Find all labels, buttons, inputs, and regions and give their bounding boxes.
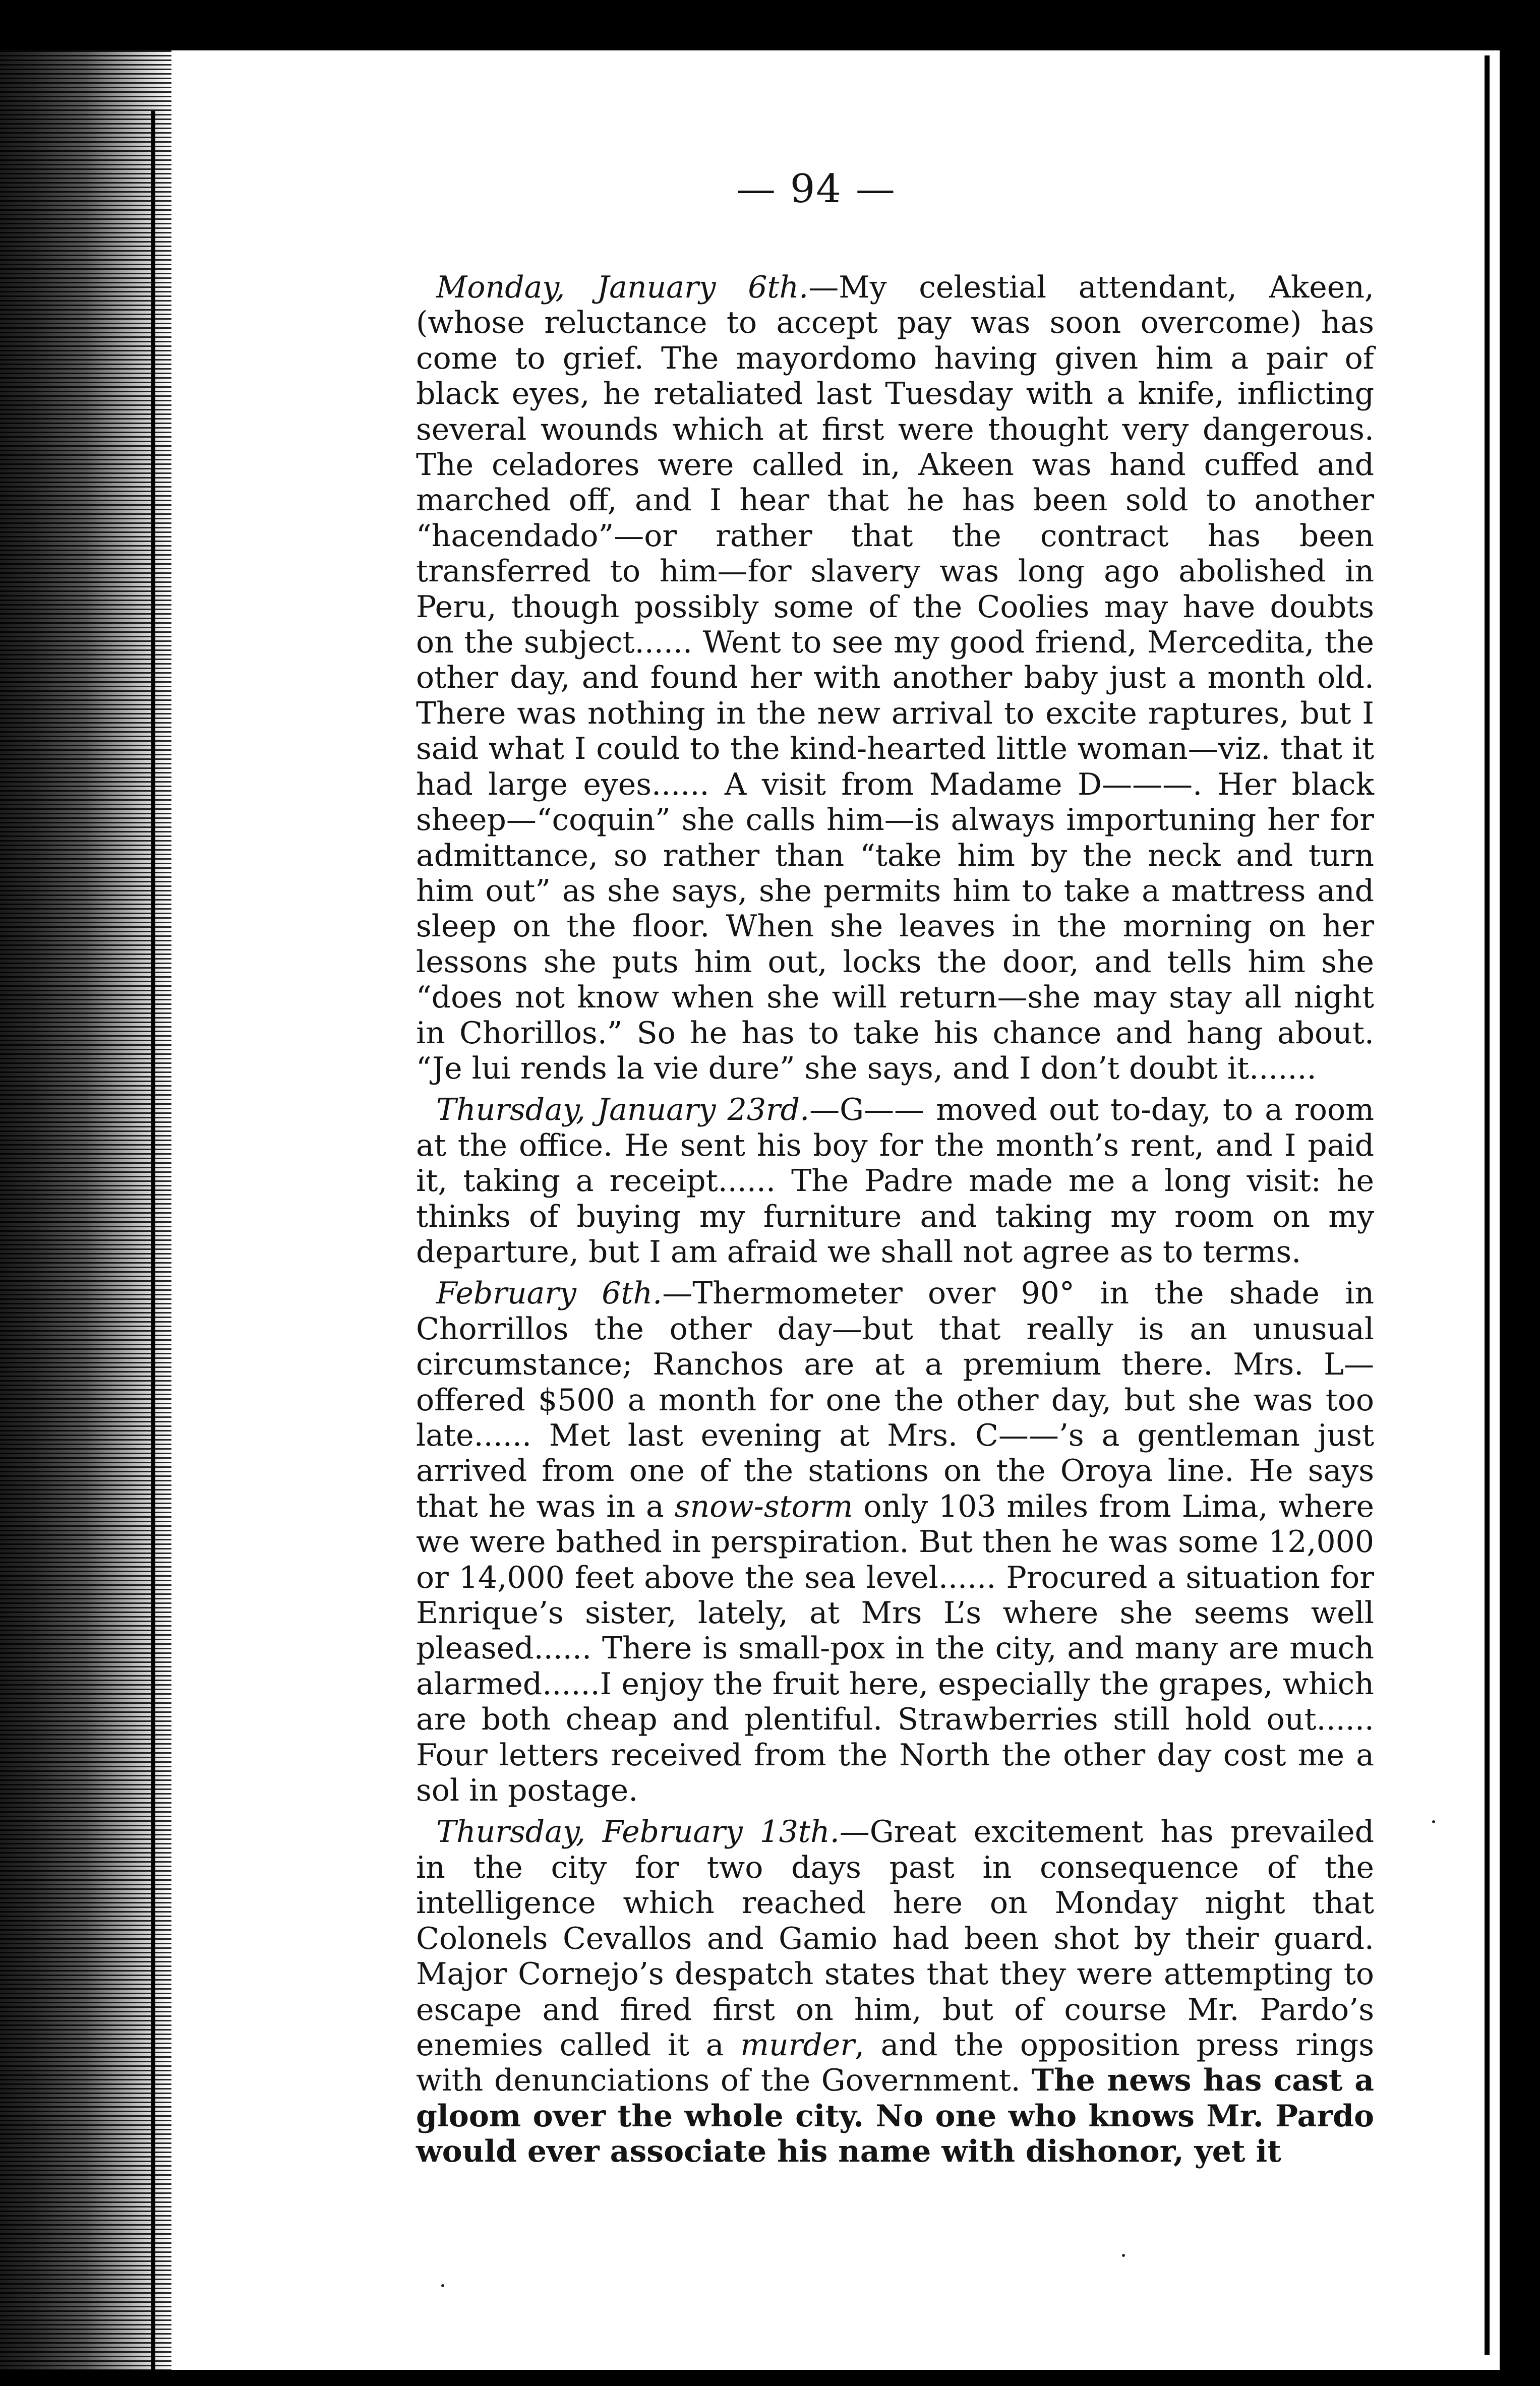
scan-bottom-border [0, 2370, 1540, 2386]
scan-right-line [1485, 55, 1490, 2355]
scan-speck [441, 2284, 444, 2287]
entry-date: Thursday, February 13th. [436, 1814, 840, 1850]
entry-date: Thursday, January 23rd. [436, 1092, 810, 1128]
entry-text: , and the opposition press rings with denunciations of the Government. [416, 2027, 1374, 2099]
scan-left-binding [0, 50, 171, 2386]
scan-right-border [1500, 50, 1540, 2386]
entry-text: only 103 miles from Lima, where we were bathed in perspiration. But then he was some 12,000 or 14,000 feet above the sea level...... Procured a situation for Enrique’s sister, lately, at Mrs L’s where she seems well pleased...... There is small-pox in the city, and many are much alarmed......I enjoy the fruit here, especially the grapes, which are both cheap and plentiful. Strawberries still hold out...... Four letters received from the North the other day cost me a sol in postage. [416, 1488, 1374, 1809]
paragraph-feb-13 [416, 1814, 1374, 2169]
entry-text: —Thermometer over 90° in the shade in Chorrillos the other day—but that really is an unusual circumstance; Ranchos are at a premium there. Mrs. L— offered $500 a month for one the other day, but she was too late...... Met last evening at Mrs. C——’s a gentleman just arrived from one of the stations on the Oroya line. He says that he was in a [416, 1276, 1375, 1524]
page-body [416, 270, 1374, 2176]
bold-text: The news has cast a gloom over the whole city. No one who knows Mr. Pardo would ever associate his name with dishonor, yet it [416, 2063, 1374, 2170]
entry-text: —Great excitement has prevailed in the city for two days past in consequence of the intelligence which reached here on Monday night that Colonels Cevallos and Gamio had been shot by their guard. Major Cornejo’s despatch states that they were attempting to escape and fired first on him, but of course Mr. Pardo’s enemies called it a [416, 1814, 1374, 2063]
paragraph-feb-6 [416, 1276, 1374, 1808]
entry-text: —G—— moved out to-day, to a room at the office. He sent his boy for the month’s rent, and I paid it, taking a receipt...... The Padre made me a long visit: he thinks of buying my furniture and taking my room on my departure, but I am afraid we shall not agree as to terms. [416, 1092, 1374, 1270]
emphasis-text: murder [740, 2027, 855, 2063]
entry-text: —My celestial attendant, Akeen, (whose reluctance to accept pay was soon overcome) has come to grief. The mayordomo having given him a pair of black eyes, he retaliated last Tuesday with a knife, inflicting several wounds which at first were thought very dangerous. The celadores were called in, Akeen was hand cuffed and marched off, and I hear that he has been sold to another “hacendado”—or rather that the contract has been transferred to him—for slavery was long ago abolished in Peru, though possibly some of the Coolies may have doubts on the subject...... Went to see my good friend, Mercedita, the other day, and found her with another baby just a month old. There was nothing in the new arrival to excite raptures, but I said what I could to the kind-hearted little woman—viz. that it had large eyes...... A visit from Madame D———. Her black sheep—“coquin” she calls him—is always importuning her for admittance, so rather than “take him by the neck and turn him out” as she says, she permits him to take a mattress and sleep on the floor. When she leaves in the morning on her lessons she puts him out, locks the door, and tells him she “does not know when she will return—she may stay all night in Chorillos.” So he has to take his chance and hang about. “Je lui rends la vie dure” she says, and I don’t doubt it....... [416, 270, 1375, 1086]
entry-date: Monday, January 6th. [436, 270, 809, 305]
paragraph-jan-6 [416, 270, 1374, 1086]
page-number: — 94 — [736, 166, 896, 212]
scan-top-border [0, 0, 1540, 50]
scan-speck [1122, 2254, 1125, 2257]
entry-date: February 6th. [436, 1276, 663, 1311]
scan-left-line [151, 111, 155, 2380]
scan-speck [1432, 1820, 1435, 1823]
paragraph-jan-23 [416, 1092, 1374, 1270]
emphasis-text: snow-storm [674, 1488, 853, 1524]
